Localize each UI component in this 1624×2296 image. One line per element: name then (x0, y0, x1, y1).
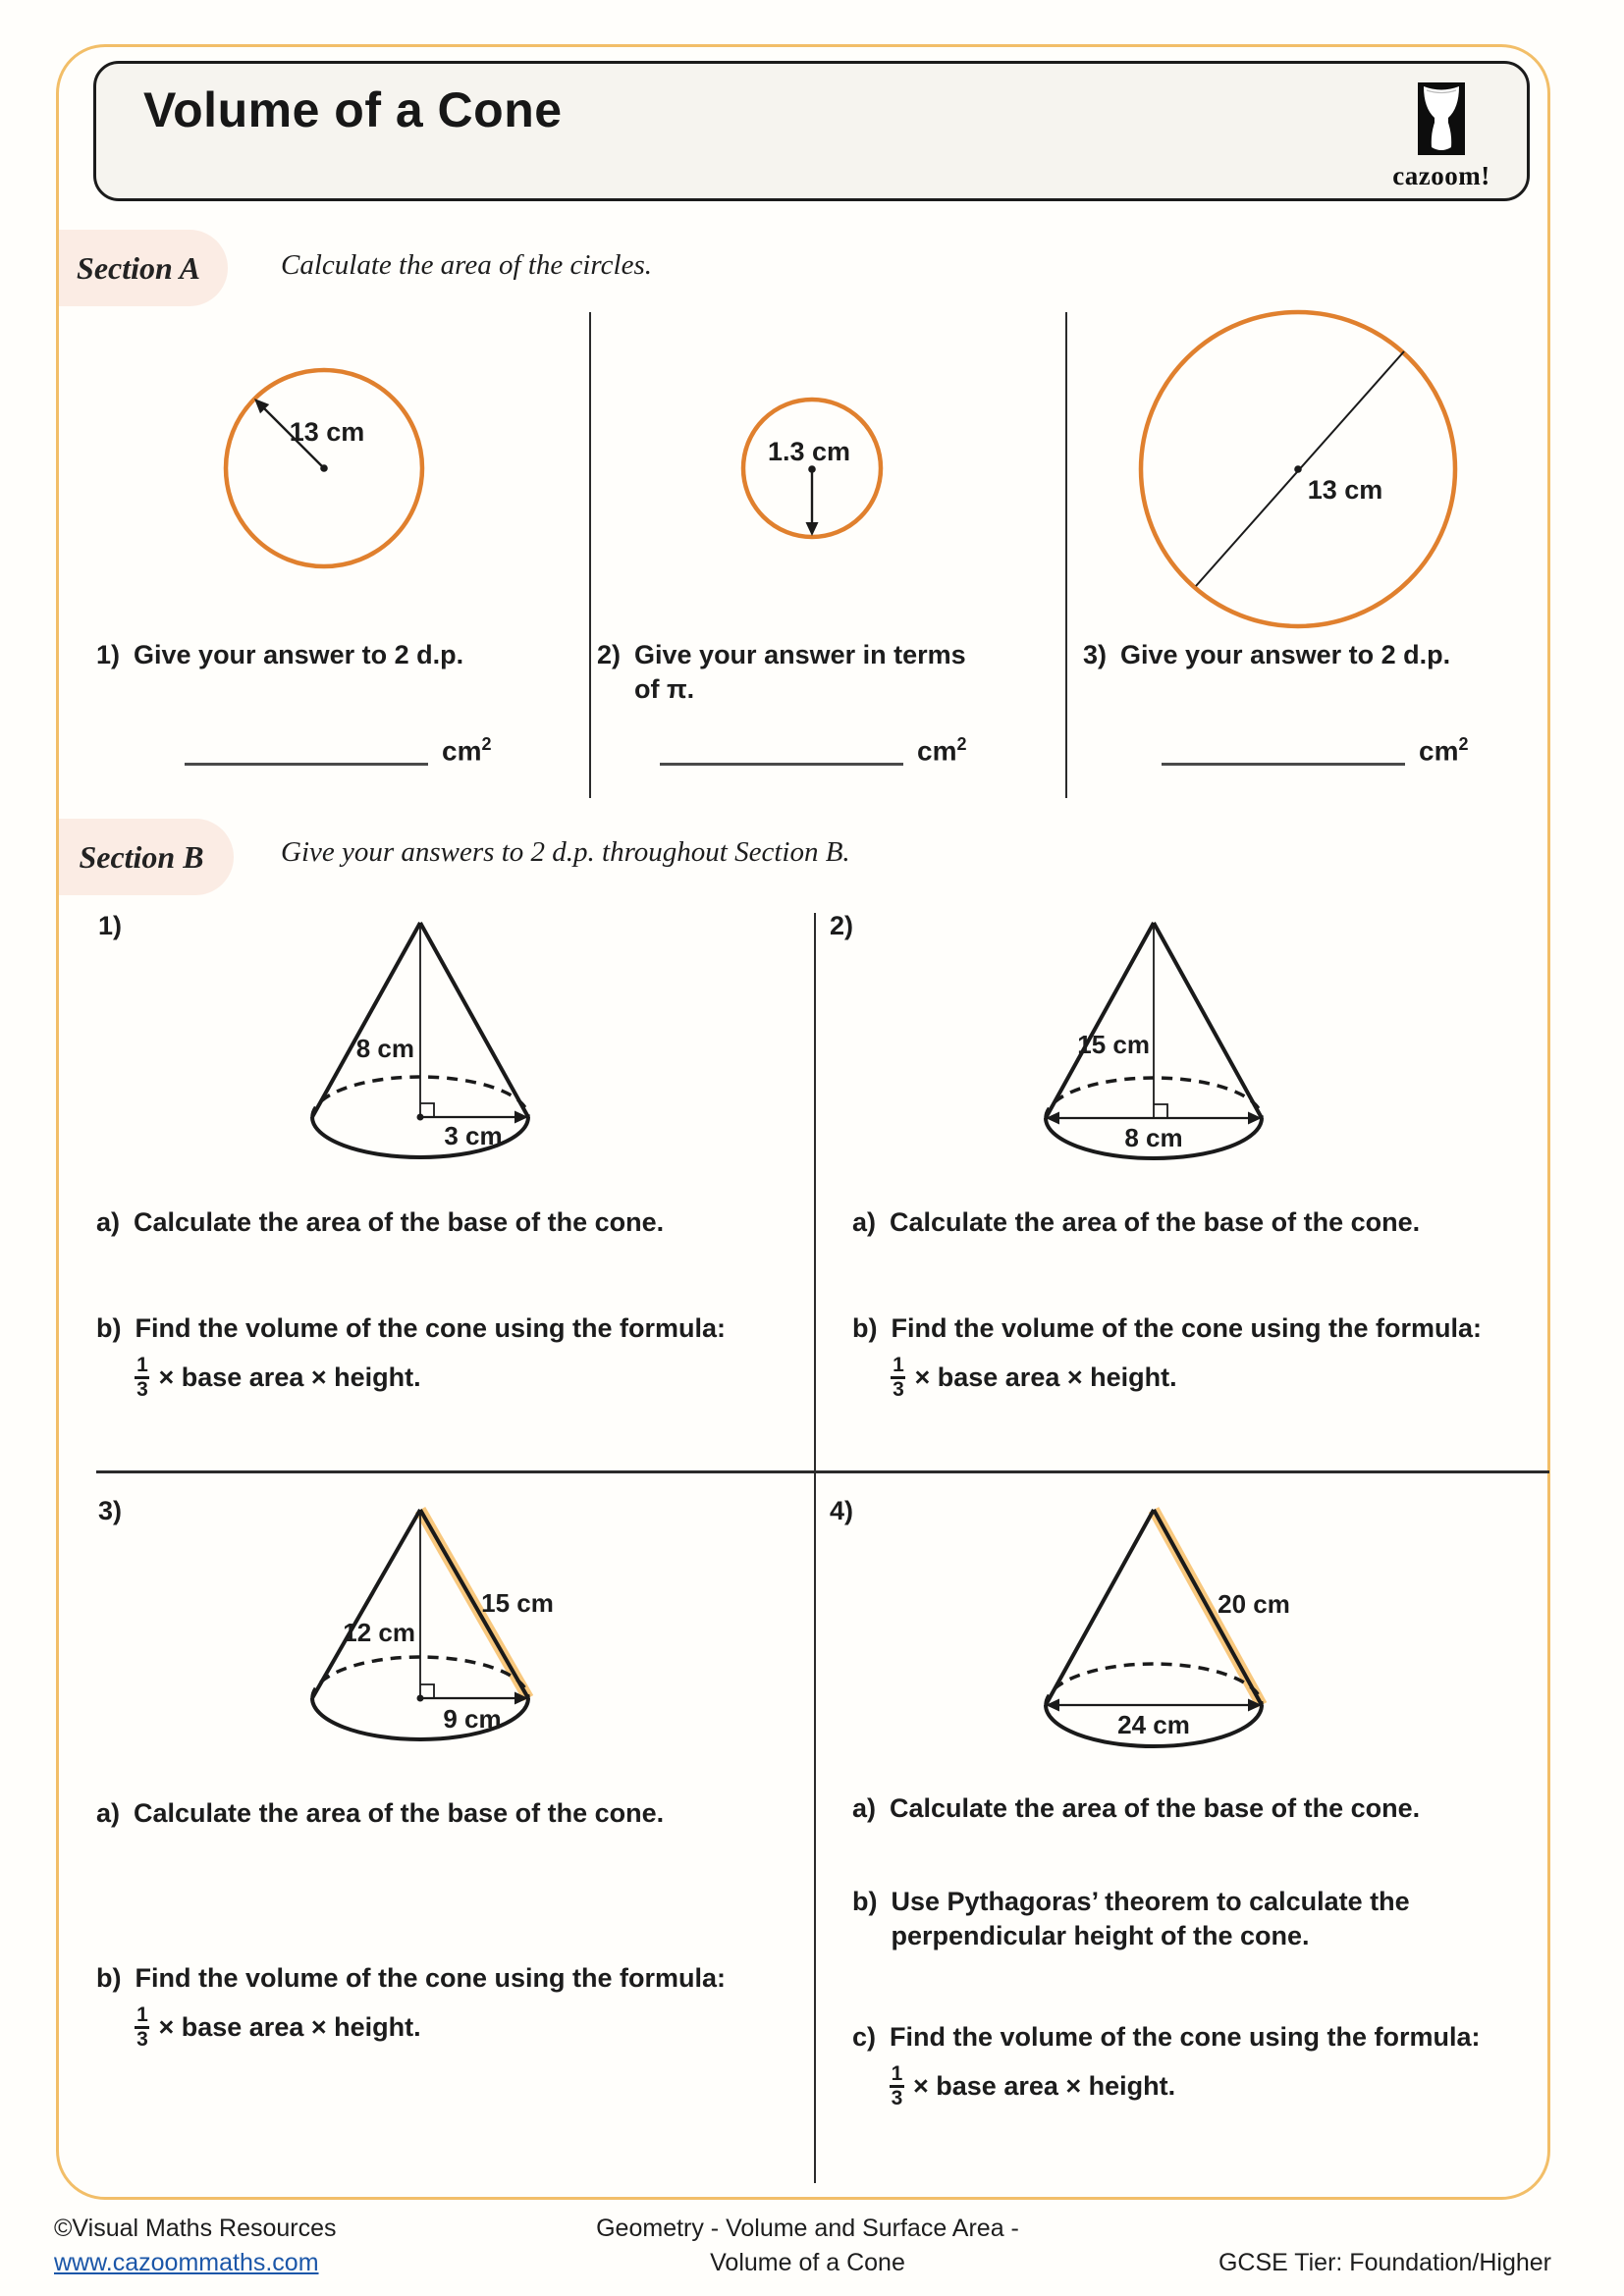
answer-blank-3 (1162, 728, 1468, 766)
question-text (634, 638, 966, 707)
question-b1a (96, 1205, 784, 1240)
question-line: Give your answer in terms (634, 640, 966, 669)
answer-line (1162, 730, 1405, 766)
question-b3a (96, 1796, 784, 1831)
question-text: Give your answer to 2 d.p. (134, 640, 464, 669)
question-number: 1) (96, 640, 121, 669)
circle-center-dot (1294, 465, 1302, 473)
question-line: of π. (634, 674, 695, 704)
volume-formula (135, 1352, 726, 1403)
height-label: 12 cm (343, 1618, 415, 1647)
question-text: Give your answer to 2 d.p. (1120, 640, 1451, 669)
section-a-divider-2 (1065, 312, 1067, 798)
one-third-fraction: $\frac{1}{3}$ (136, 1353, 148, 1401)
circle-figure-2 (730, 386, 898, 555)
question-line: Use Pythagoras’ theorem to calculate the (891, 1887, 1410, 1916)
unit-label: $cm^2$ (1419, 733, 1469, 766)
question-text (891, 1885, 1409, 1953)
question-letter: a) (852, 1793, 877, 1823)
question-b4a (852, 1791, 1540, 1826)
cone-figure-4 (1011, 1490, 1321, 1760)
height-label: 8 cm (355, 1034, 414, 1063)
radius-label: 1.3 cm (767, 437, 851, 466)
formula-rest: × base area × height. (914, 1362, 1177, 1392)
volume-formula (890, 2060, 1481, 2111)
question-letter: b) (96, 1963, 122, 1993)
footer-copyright: ©Visual Maths Resources (54, 2215, 337, 2242)
question-b3b (96, 1961, 784, 2053)
answer-line (185, 730, 428, 766)
diameter-label: 8 cm (1124, 1123, 1183, 1152)
section-a-pill (59, 230, 228, 306)
question-line: Find the volume of the cone using the formula: (135, 1313, 726, 1343)
height-label: 15 cm (1077, 1030, 1150, 1059)
section-a-instruction: Calculate the area of the circles. (281, 249, 652, 281)
problem-b2-number: 2) (830, 911, 854, 940)
question-text: Calculate the area of the base of the cone. (890, 1793, 1421, 1823)
diameter-label: 24 cm (1117, 1710, 1190, 1739)
question-b1b (96, 1311, 784, 1403)
volume-formula (891, 1352, 1482, 1403)
question-text (891, 1311, 1482, 1403)
unit-label: $cm^2$ (917, 733, 967, 766)
right-angle-mark (1154, 1104, 1167, 1118)
radius-arrowhead (806, 522, 819, 536)
question-text (135, 1961, 726, 2053)
footer-website-link[interactable]: www.cazoommaths.com (54, 2249, 319, 2276)
question-letter: a) (852, 1207, 877, 1237)
question-a2 (597, 638, 966, 707)
question-a3 (1083, 638, 1450, 672)
question-letter: a) (96, 1798, 121, 1828)
section-b-row-divider (96, 1470, 1549, 1473)
cone-figure-2 (1011, 908, 1316, 1173)
one-third-fraction: $\frac{1}{3}$ (136, 2002, 148, 2051)
question-number: 2) (597, 640, 622, 669)
footer-tier: GCSE Tier: Foundation/Higher (1218, 2249, 1551, 2276)
formula-rest: × base area × height. (158, 1362, 421, 1392)
footer-subject-line1: Geometry - Volume and Surface Area - (596, 2215, 1019, 2242)
problem-b1-number: 1) (98, 911, 123, 940)
question-line: perpendicular height of the cone. (891, 1921, 1310, 1950)
one-third-fraction: $\frac{1}{3}$ (893, 1353, 904, 1401)
question-letter: b) (852, 1313, 878, 1343)
section-a-divider-1 (589, 312, 591, 798)
cazoom-logo-text: cazoom! (1392, 161, 1490, 190)
section-b-center-divider (814, 913, 816, 2183)
formula-rest: × base area × height. (913, 2070, 1176, 2101)
question-text: Calculate the area of the base of the cone. (134, 1798, 665, 1828)
radius-label: 9 cm (443, 1704, 502, 1734)
section-a-label: Section A (77, 249, 200, 286)
question-b4b (852, 1885, 1540, 1953)
formula-rest: × base area × height. (158, 2011, 421, 2042)
answer-line (660, 730, 903, 766)
question-letter: c) (852, 2022, 877, 2052)
volume-formula (135, 2002, 726, 2053)
question-b4c (852, 2020, 1540, 2111)
section-b-instruction: Give your answers to 2 d.p. throughout Section B. (281, 836, 850, 868)
cone-figure-1 (275, 908, 579, 1173)
question-text (890, 2020, 1481, 2111)
question-text: Calculate the area of the base of the cone. (134, 1207, 665, 1237)
unit-label: $cm^2$ (442, 733, 492, 766)
diameter-label: 13 cm (1307, 475, 1383, 505)
answer-blank-2 (660, 728, 966, 766)
cone-figure-3 (275, 1490, 584, 1760)
question-line: Find the volume of the cone using the formula: (890, 2022, 1481, 2052)
question-b2b (852, 1311, 1540, 1403)
question-text: Calculate the area of the base of the cone. (890, 1207, 1421, 1237)
question-letter: b) (852, 1887, 878, 1916)
page-title: Volume of a Cone (143, 82, 563, 137)
question-line: Find the volume of the cone using the formula: (135, 1963, 726, 1993)
section-b-pill (59, 819, 234, 895)
question-number: 3) (1083, 640, 1108, 669)
radius-label: 13 cm (289, 417, 365, 447)
circle-center-dot (320, 464, 328, 472)
circle-center-dot (808, 465, 816, 473)
one-third-fraction: $\frac{1}{3}$ (891, 2061, 903, 2109)
question-b2a (852, 1205, 1540, 1240)
slant-label: 20 cm (1218, 1589, 1290, 1619)
circle-figure-3 (1132, 302, 1468, 638)
circle-figure-1 (211, 356, 437, 584)
cazoom-logo (1380, 82, 1503, 191)
section-b-label: Section B (79, 838, 204, 875)
question-letter: a) (96, 1207, 121, 1237)
question-text (135, 1311, 726, 1403)
footer-subject-line2: Volume of a Cone (710, 2249, 905, 2276)
answer-blank-1 (185, 728, 491, 766)
problem-b3-number: 3) (98, 1496, 123, 1525)
cazoom-drum-icon (1418, 82, 1465, 155)
question-line: Find the volume of the cone using the formula: (891, 1313, 1482, 1343)
question-letter: b) (96, 1313, 122, 1343)
slant-label: 15 cm (481, 1588, 554, 1618)
question-a1 (96, 638, 463, 672)
problem-b4-number: 4) (830, 1496, 854, 1525)
radius-label: 3 cm (444, 1121, 503, 1150)
